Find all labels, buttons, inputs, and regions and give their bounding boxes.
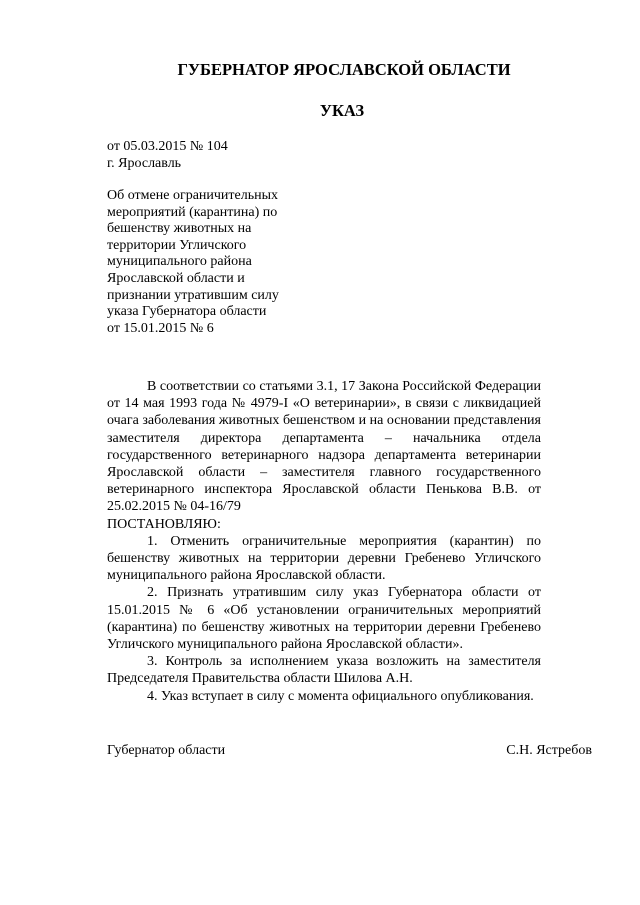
document-meta <box>107 139 228 172</box>
document-subject <box>107 188 307 337</box>
decree-item-4: 4. Указ вступает в силу с момента официального опубликования. <box>147 688 534 704</box>
signatory-position: Губернатор области <box>107 743 226 758</box>
subject-line: территории Угличского <box>107 237 247 253</box>
subject-line: Об отмене ограничительных <box>107 188 279 203</box>
decree-word: ПОСТАНОВЛЯЮ: <box>107 516 221 532</box>
document-date-number: от 05.03.2015 № 104 <box>107 139 228 154</box>
document-type-heading: УКАЗ <box>319 101 365 120</box>
subject-line: указа Губернатора области <box>107 304 267 320</box>
subject-line: от 15.01.2015 № 6 <box>107 320 214 336</box>
decree-item-3: 3. Контроль за исполнением указа возложить на заместителя Председателя Правительства области Шилова А.Н. <box>107 654 541 687</box>
document-authority-heading: ГУБЕРНАТОР ЯРОСЛАВСКОЙ ОБЛАСТИ <box>177 60 511 79</box>
subject-line: Ярославской области и <box>107 270 245 286</box>
subject-line: признании утратившим силу <box>107 287 279 303</box>
decree-item-2: 2. Признать утратившим силу указ Губернатора области от 15.01.2015 № 6 «Об установлении ограничительных мероприятий (карантина) по бешенству животных на территории деревни Гребенево Угличского муниципального района Ярославской области». <box>107 585 541 653</box>
signatory-name: С.Н. Ястребов <box>506 743 592 758</box>
decree-item-1: 1. Отменить ограничительные мероприятия (карантин) по бешенству животных на территории деревни Гребенево Угличского муниципального района Ярославской области. <box>107 533 541 584</box>
subject-line: муниципального района <box>107 254 252 270</box>
subject-line: бешенству животных на <box>107 221 252 237</box>
preamble-paragraph: В соответствии со статьями 3.1, 17 Закона Российской Федерации от 14 мая 1993 года № 4979-I «О ветеринарии», в связи с ликвидацией очага заболевания животных бешенством и на основании представления заместителя директора департамента – начальника отдела государственного ветеринарного надзора департамента ветеринарии Ярославской области – заместителя главного государственного ветеринарного инспектора Ярославской области Пенькова В.В. от 25.02.2015 № 04-16/79 <box>107 379 541 515</box>
document-city: г. Ярославль <box>107 155 182 171</box>
document-body <box>107 378 541 705</box>
subject-line: мероприятий (карантина) по <box>107 204 278 220</box>
